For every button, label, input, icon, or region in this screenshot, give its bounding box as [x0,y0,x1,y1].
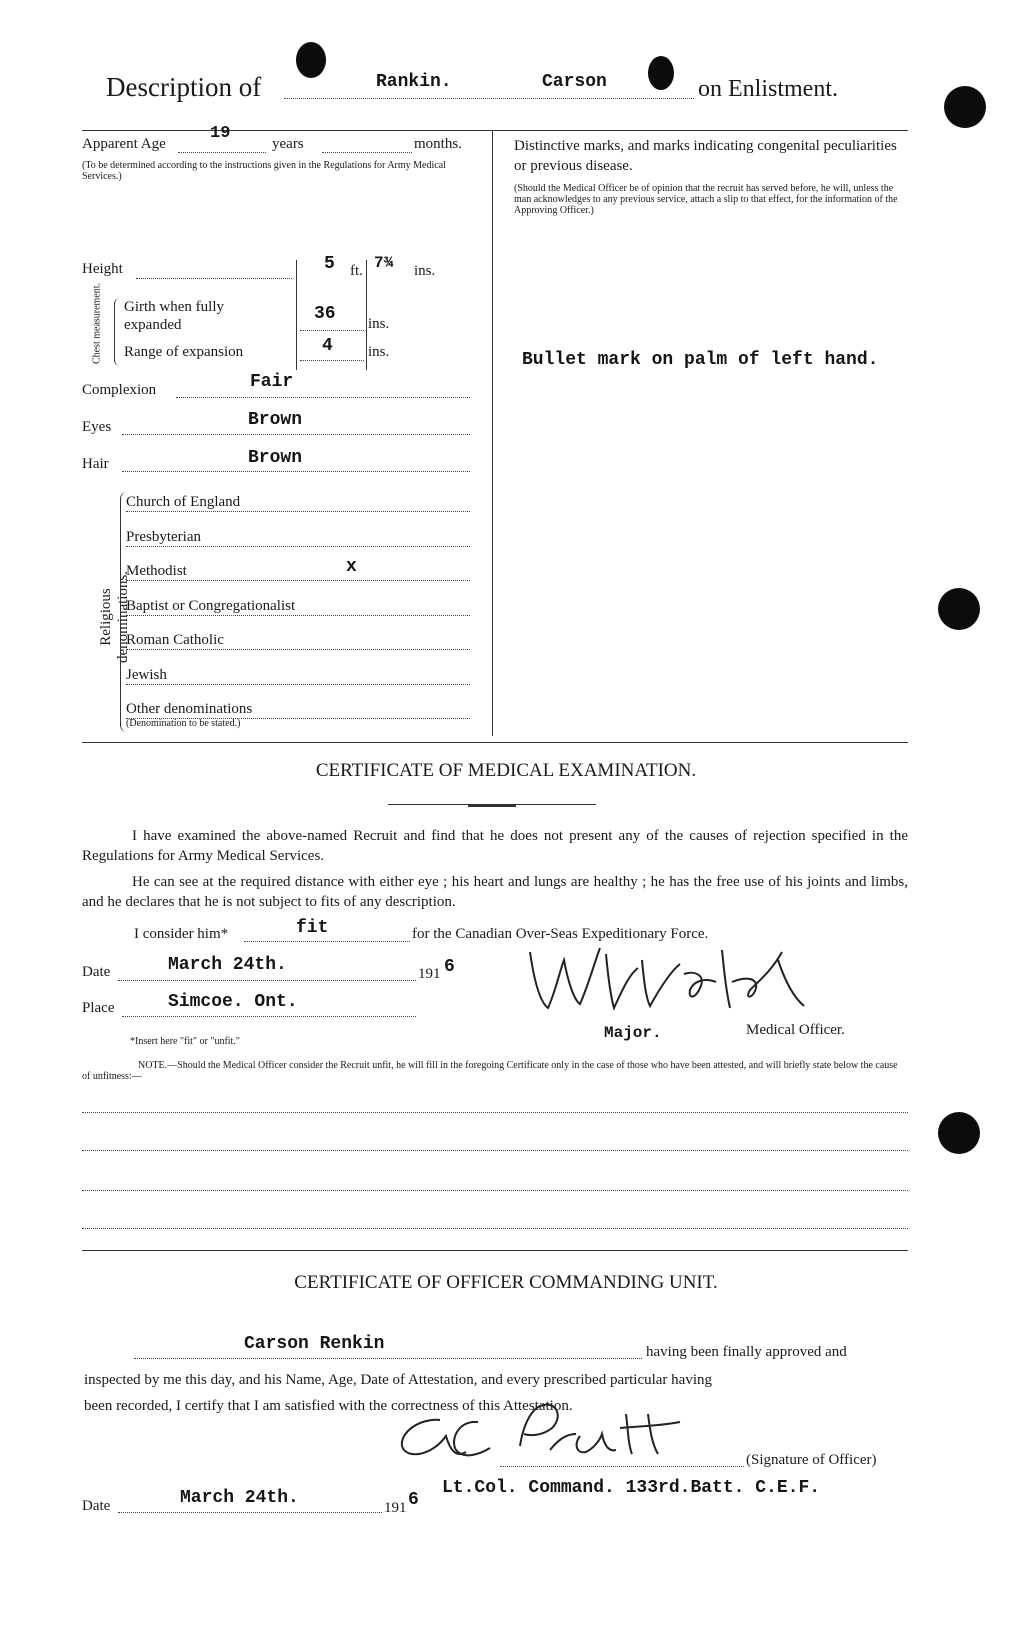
table-center-rule [492,130,493,736]
measure-column-left [296,260,297,370]
religion-label: Religious denominations. [98,570,131,664]
age-rule [178,152,266,153]
chest-measurement-label: Chest measurement. [91,282,103,365]
insert-note: *Insert here "fit" or "unfit." [130,1036,240,1047]
eyes-value: Brown [248,410,303,430]
height-rule [136,278,292,279]
recruit-name-rule [134,1358,642,1359]
denomination-label: Other denominations [126,701,253,717]
table-bottom-rule [82,742,908,743]
months-rule [322,152,412,153]
hair-rule [122,471,470,472]
measure-column-right [366,260,367,370]
unfitness-line-2 [82,1150,908,1151]
commanding-officer-title: Lt.Col. Command. 133rd.Batt. C.E.F. [442,1478,821,1498]
medical-title: CERTIFICATE OF MEDICAL EXAMINATION. [315,760,697,781]
header-rule [284,98,694,99]
place-value: Simcoe. Ont. [168,992,298,1012]
punch-hole [944,86,986,128]
range-label: Range of expansion [124,344,244,360]
complexion-value: Fair [250,372,294,392]
marks-value: Bullet mark on palm of left hand. [522,350,879,370]
complexion-rule [176,397,470,398]
header-surname: Rankin. [376,72,452,92]
denomination-rule [126,684,470,685]
denomination-label: Presbyterian [126,528,201,545]
denomination-label: Baptist or Congregationalist [126,597,296,614]
hair-label: Hair [82,456,109,472]
medical-year-prefix: 191 [418,966,441,982]
force-label: for the Canadian Over-Seas Expeditionary Force. [412,926,709,942]
unfitness-line-4 [82,1228,908,1229]
commanding-date-value: March 24th. [180,1488,299,1508]
medical-officer-label: Medical Officer. [746,1022,845,1038]
height-label: Height [82,261,123,277]
fitness-value: fit [296,918,329,938]
medical-title-rule-bold [468,804,516,807]
eyes-rule [122,434,470,435]
signature-label: (Signature of Officer) [746,1452,877,1468]
medical-para2: He can see at the required distance with either eye ; his heart and lungs are healthy ; he has the free use of his joints and limbs, and he declares that he is not subject to fits of any description. [82,874,908,910]
range-rule [300,360,364,361]
denomination-label: Jewish [126,666,167,683]
height-ft-value: 5 [324,254,335,274]
punch-hole [938,588,980,630]
fitness-rule [244,941,410,942]
age-note: (To be determined according to the instructions given in the Regulations for Army Medical Services.) [82,160,446,182]
denomination-label: Roman Catholic [126,632,224,648]
denomination-label: Methodist [126,563,187,579]
commanding-year-prefix: 191 [384,1500,407,1516]
denomination-rule [126,580,470,581]
girth-value: 36 [314,304,336,324]
girth-rule [300,330,364,331]
punch-hole [296,42,326,78]
denomination-rule [126,511,470,512]
medical-para1: I have examined the above-named Recruit and find that he does not present any of the causes of rejection specified in the Regulations for Army Medical Services. [82,828,908,864]
place-label: Place [82,1000,115,1016]
denomination-label: Church of England [126,494,241,510]
medical-year-digit: 6 [444,957,455,977]
unfitness-line-1 [82,1112,908,1113]
commanding-line1: having been finally approved and [646,1344,847,1360]
medical-date-label: Date [82,964,111,980]
hair-value: Brown [248,448,303,468]
girth-label: Girth when fully expanded [124,299,224,333]
denomination-rule [126,615,470,616]
medical-date-rule [118,980,416,981]
medical-note: NOTE.—Should the Medical Officer consider the Recruit unfit, he will fill in the foregoing Certificate only in the case of those who have been attested, and will briefly state below the cause of unfitness:— [82,1060,898,1082]
header-prefix: Description of [106,72,262,102]
eyes-label: Eyes [82,419,112,435]
years-label: years [272,136,304,152]
commanding-line3: been recorded, I certify that I am satisfied with the correctness of this Attestation. [84,1398,573,1414]
denomination-mark: x [346,557,357,577]
girth-ins-label: ins. [368,316,390,332]
unfitness-line-3 [82,1190,908,1191]
recruit-name: Carson Renkin [244,1334,385,1354]
months-label: months. [414,136,462,152]
denomination-rule [126,649,470,650]
height-ins-label: ins. [414,263,436,279]
range-value: 4 [322,336,333,356]
header-suffix: on Enlistment. [698,76,838,102]
commanding-date-label: Date [82,1498,111,1514]
commanding-year-digit: 6 [408,1490,419,1510]
chest-brace [114,298,121,366]
punch-hole [648,56,674,90]
complexion-label: Complexion [82,382,157,398]
height-in-value: 7¾ [374,254,394,272]
denomination-note: (Denomination to be stated.) [126,718,241,729]
marks-note: (Should the Medical Officer be of opinion that the recruit has served before, he will, unless the man acknowledges to any previous service, attach a slip to that effect, for the information of the Approving Officer.) [514,183,898,216]
commanding-date-rule [118,1512,382,1513]
medical-date-value: March 24th. [168,955,287,975]
signature-rule [500,1466,744,1467]
commanding-title: CERTIFICATE OF OFFICER COMMANDING UNIT. [294,1272,718,1293]
punch-hole [938,1112,980,1154]
ft-label: ft. [350,263,363,279]
range-ins-label: ins. [368,344,390,360]
place-rule [122,1016,416,1017]
age-years-value: 19 [210,124,231,143]
medical-officer-rank: Major. [604,1024,662,1042]
commanding-line2: inspected by me this day, and his Name, Age, Date of Attestation, and every prescribed particular having [84,1372,713,1388]
marks-heading: Distinctive marks, and marks indicating congenital peculiarities or previous disease. [514,138,897,174]
denomination-rule [126,546,470,547]
consider-label: I consider him* [134,926,229,942]
table-top-rule [82,130,908,131]
commanding-officer-signature [380,1392,700,1472]
section-divider [82,1250,908,1251]
header-given-name: Carson [542,72,607,92]
medical-officer-signature [520,930,840,1020]
age-label: Apparent Age [82,136,166,152]
